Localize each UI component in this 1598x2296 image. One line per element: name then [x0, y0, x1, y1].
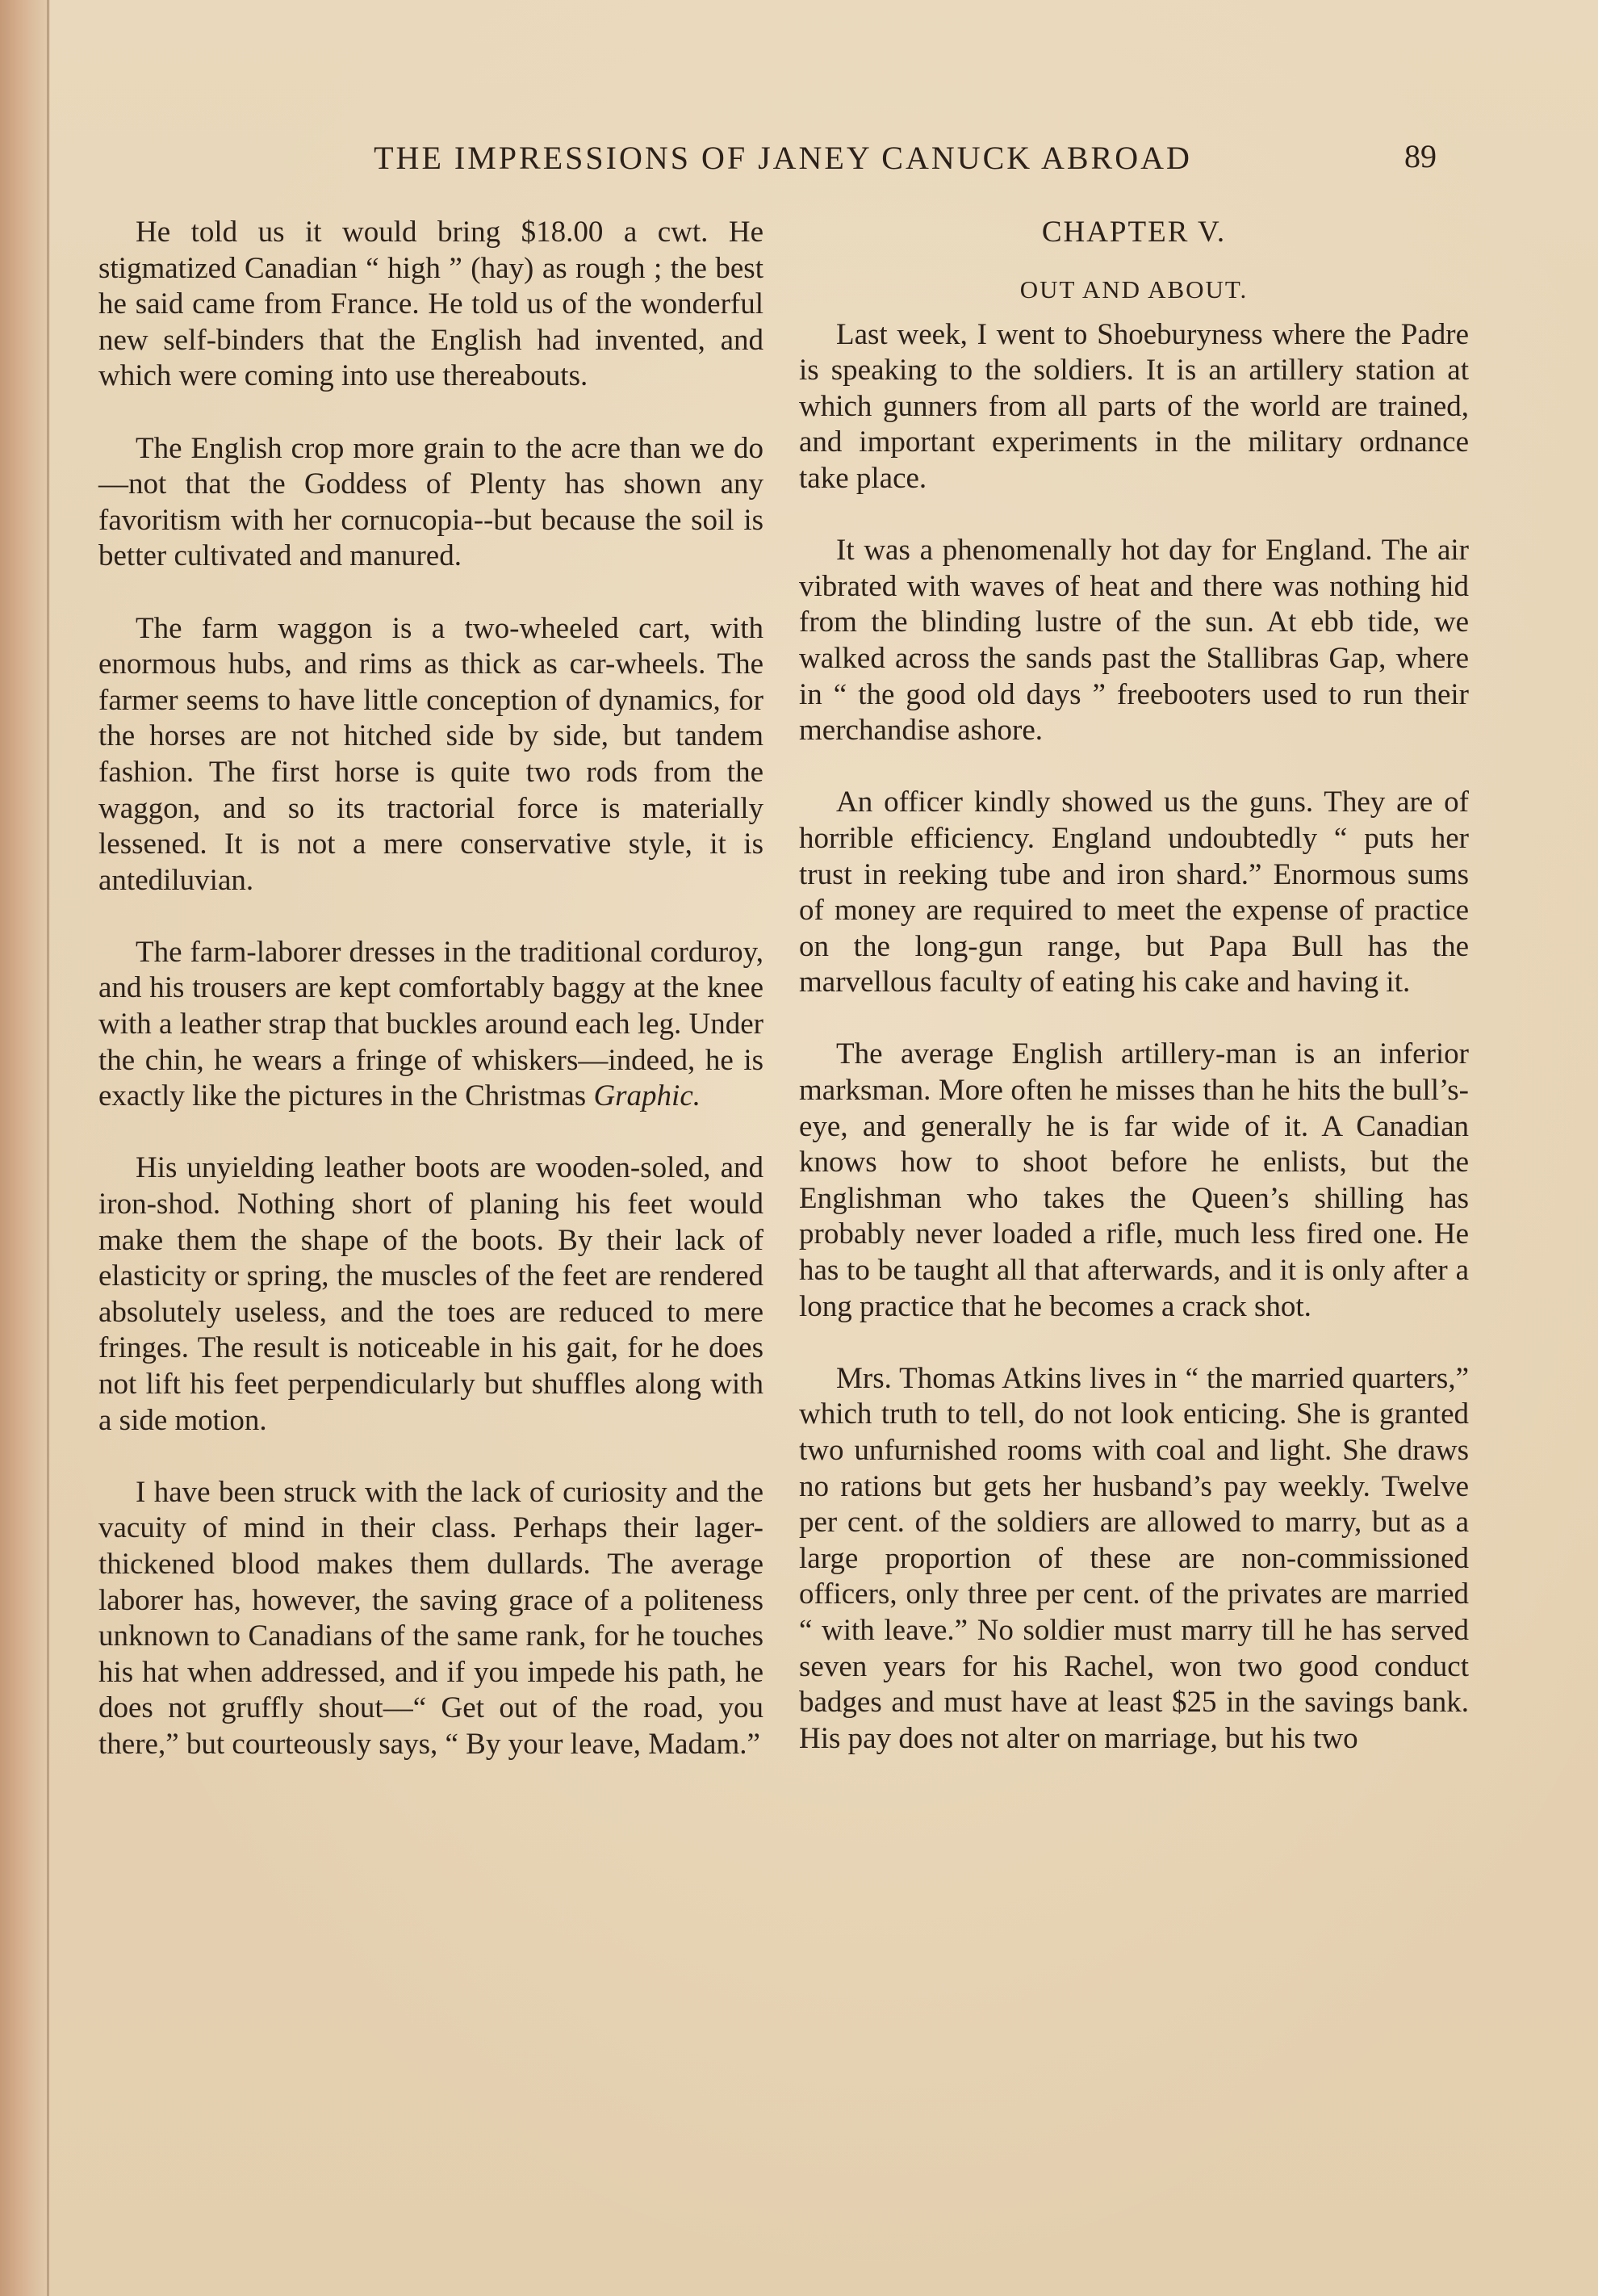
paragraph: His unyielding leather boots are wooden-soled, and iron-shod. Nothing short of planing his feet would make them the shape of the boots. By their lack of elasticity or spring, the muscles of the feet are rendered absolutely useless, and the toes are reduced to mere fringes. The result is noticeable in his gait, for he does not lift his feet perpendicularly but shuffles along with a side motion. — [98, 1151, 763, 1437]
gutter-edge — [47, 0, 49, 2296]
paragraph: I have been struck with the lack of curiosity and the vacuity of mind in their class. Perhaps their lager-thickened blood makes them dullards. The average laborer has, however, the saving grace of a politeness unknown to Canadians of the same rank, for he touches his hat when addressed, and if you impede his path, he does not gruffly shout—“ Get out of the road, you there,” but courteously says, “ By your leave, Madam.” — [98, 1475, 763, 1761]
paragraph: It was a phenomenally hot day for England. The air vibrated with waves of heat and there was nothing hid from the blinding lustre of the sun. At ebb tide, we walked across the sands past the Stallibras Gap, where in “ the good old days ” freebooters used to run their merchandise ashore. — [799, 534, 1469, 748]
paragraph: An officer kindly showed us the guns. They are of horrible efficiency. England undoubtedly “ puts her trust in reeking tube and iron shard.” Enormous sums of money are required to meet the expense of practice on the long-gun range, but Papa Bull has the marvellous faculty of eating his cake and having it. — [799, 786, 1469, 999]
paragraph: He told us it would bring $18.00 a cwt. He stigmatized Canadian “ high ” (hay) as rough ; the best he said came from France. He told us of the wonderful new self-binders that the English had invented, and which were coming into use thereabouts. — [98, 216, 763, 393]
paragraph — [98, 935, 763, 1115]
page-number: 89 — [1404, 138, 1437, 174]
paragraph: Last week, I went to Shoeburyness where the Padre is speaking to the soldiers. It is an artillery station at which gunners from all parts of the world are trained, and important experiments in the military ordnance take place. — [799, 317, 1469, 495]
paragraph: Mrs. Thomas Atkins lives in “ the married quarters,” which truth to tell, do not look enticing. She is granted two unfurnished rooms with coal and light. She draws no rations but gets her husband’s pay weekly. Twelve per cent. of the soldiers are allowed to marry, but as a large proportion of these are non-commissioned officers, only three per cent. of the privates are married “ with leave.” No soldier must marry till he has served seven years for his Rachel, won two good conduct badges and must have at least $25 in the savings bank. His pay does not alter on marriage, but his two — [799, 1361, 1469, 1755]
running-header: THE IMPRESSIONS OF JANEY CANUCK ABROAD — [374, 140, 1192, 176]
paragraph: The farm waggon is a two-wheeled cart, with enormous hubs, and rims as thick as car-wheels. The farmer seems to have little conception of dynamics, for the horses are not hitched side by side, but tandem fashion. The first horse is quite two rods from the waggon, and so its tractorial force is materially lessened. It is not a mere conservative style, it is antediluvian. — [98, 611, 763, 897]
italic-title: Graphic. — [593, 1079, 701, 1113]
paragraph-text: The farm-laborer dresses in the traditional corduroy, and his trousers are kept comfortably baggy at the knee with a leather strap that buckles around each leg. Under the chin, he wears a fringe of whiskers—indeed, he is exactly like the pictures in the Christmas — [98, 935, 763, 1113]
paragraph: The English crop more grain to the acre than we do—not that the Goddess of Plenty has shown any favoritism with her cornucopia--but because the soil is better cultivated and manured. — [98, 431, 763, 573]
left-column — [98, 215, 763, 1799]
chapter-title: CHAPTER V. — [1041, 216, 1227, 249]
chapter-subtitle: OUT AND ABOUT. — [1019, 274, 1249, 304]
right-column — [799, 215, 1469, 1793]
paragraph: The average English artillery-man is an inferior marksman. More often he misses than he hits the bull’s-eye, and generally he is far wide of it. A Canadian knows how to shoot before he enlists, but the Englishman who takes the Queen’s shilling has probably never loaded a rifle, much less fired one. He has to be taught all that afterwards, and it is only after a long practice that he becomes a crack shot. — [799, 1037, 1469, 1323]
binding-gutter — [0, 0, 50, 2296]
